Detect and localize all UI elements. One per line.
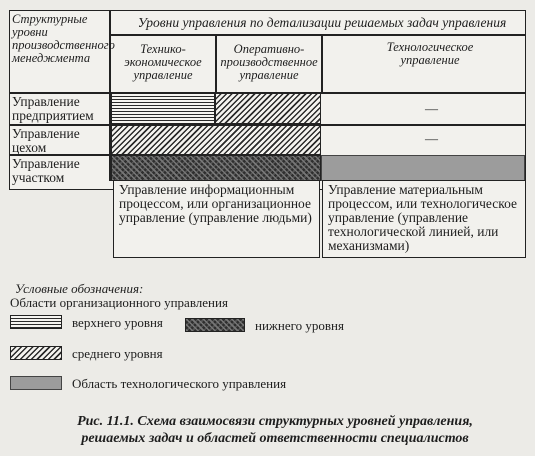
column-header-operational: Оперативно-производственное управление [220, 42, 318, 82]
legend-upper-swatch [10, 315, 62, 329]
legend-title: Условные обозначения: [15, 281, 144, 296]
header-divider [109, 34, 525, 36]
upper-level-area [111, 93, 215, 124]
column-header-technological: Технологическое управление [386, 40, 474, 67]
row-label-enterprise: Управление предприятием [12, 94, 94, 123]
left-header: Структурные уровни производственного менеджмента [12, 12, 115, 65]
middle-level-area [111, 125, 321, 155]
legend-lower-label: нижнего уровня [255, 318, 344, 333]
column-divider [321, 36, 323, 93]
figure-caption [40, 413, 510, 447]
legend-tech-label: Область технологического управления [72, 376, 287, 391]
organizational-responsibility-box: Управление информационным процессом, или организационное управление (управление людьми) [113, 180, 320, 258]
caption-line-2: решаемых задач и областей ответственности специалистов [81, 431, 469, 446]
empty-cell-dash: — [425, 131, 438, 146]
technological-responsibility-box: Управление материальным процессом, или технологическое управление (управление технологической линией, или механизмами) [322, 180, 526, 258]
diagram-table [9, 10, 526, 190]
caption-line-1: Рис. 11.1. Схема взаимосвязи структурных уровней управления, [77, 414, 473, 429]
legend-middle-label: среднего уровня [72, 346, 163, 361]
tech-area [321, 155, 525, 181]
legend-middle-swatch [10, 346, 62, 360]
main-header: Уровни управления по детализации решаемых задач управления [137, 15, 507, 30]
row-label-section: Управление участком [12, 156, 80, 185]
row-label-shop: Управление цехом [12, 126, 80, 155]
legend-lower-swatch [185, 318, 245, 332]
legend-tech-swatch [10, 376, 62, 390]
lower-level-area [111, 155, 321, 181]
column-header-tech-econ: Технико-экономическое управление [124, 42, 202, 82]
legend-subtitle: Области организационного управления [10, 295, 228, 310]
empty-cell-dash: — [425, 101, 438, 116]
middle-level-area [215, 93, 321, 124]
legend-upper-label: верхнего уровня [72, 315, 163, 330]
